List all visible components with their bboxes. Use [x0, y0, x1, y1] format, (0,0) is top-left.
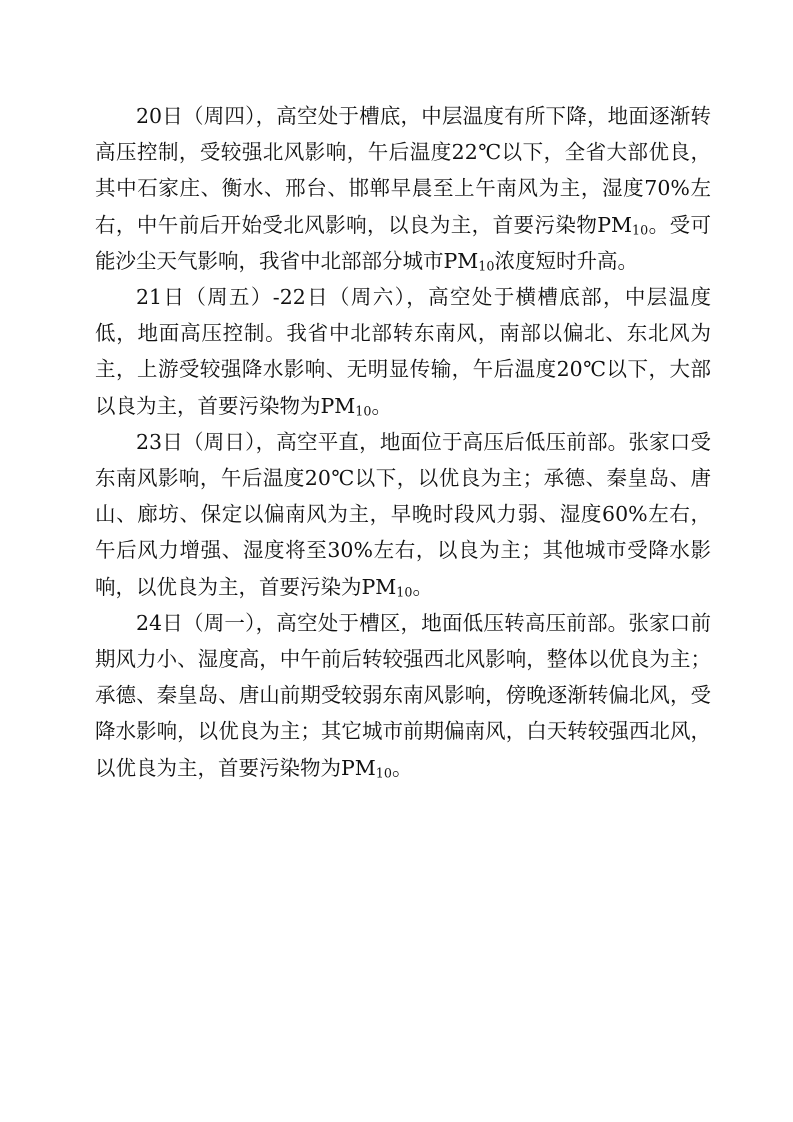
subscript-10: 10	[478, 258, 495, 274]
paragraph-text: 24日（周一），高空处于槽区，地面低压转高压前部。张家口前期风力小、湿度高，中午前后转较强西北风影响，整体以优良为主；承德、秦皇岛、唐山前期受较弱东南风影响，傍晚逐渐转偏北风，受降水影响，以优良为主；其它城市前期偏南风，白天转较强西北风，以优良为主，首要污染物为PM	[95, 610, 711, 780]
paragraph-day-24	[95, 605, 711, 786]
paragraph-day-20	[95, 98, 711, 279]
paragraph-text: 23日（周日），高空平直，地面位于高压后低压前部。张家口受东南风影响，午后温度20℃以下，以优良为主；承德、秦皇岛、唐山、廊坊、保定以偏南风为主，早晚时段风力弱、湿度60%左右，午后风力增强、湿度将至30%左右，以良为主；其他城市受降水影响，以优良为主，首要污染为PM	[95, 429, 711, 599]
paragraph-text: 。受可能沙尘天气影响，我省中北部部分城市PM	[95, 212, 711, 273]
subscript-10: 10	[355, 402, 372, 418]
document-page	[95, 98, 711, 786]
paragraph-text: 。	[371, 393, 392, 418]
subscript-10: 10	[396, 583, 413, 599]
paragraph-text: 。	[391, 755, 413, 780]
paragraph-text: 浓度短时升高。	[494, 248, 638, 273]
subscript-10: 10	[632, 221, 649, 237]
subscript-10: 10	[375, 764, 392, 780]
paragraph-text: 21日（周五）-22日（周六），高空处于横槽底部，中层温度低，地面高压控制。我省中北部转东南风，南部以偏北、东北风为主，上游受较强降水影响、无明显传输，午后温度20℃以下，大部以良为主，首要污染物为PM	[95, 285, 711, 418]
paragraph-text: 。	[412, 574, 433, 599]
paragraph-day-23	[95, 424, 711, 605]
paragraph-text: 20日（周四），高空处于槽底，中层温度有所下降，地面逐渐转高压控制，受较强北风影响，午后温度22℃以下，全省大部优良，其中石家庄、衡水、邢台、邯郸早晨至上午南风为主，湿度70%左右，中午前后开始受北风影响，以良为主，首要污染物PM	[95, 104, 711, 237]
paragraph-day-21-22	[95, 279, 711, 424]
